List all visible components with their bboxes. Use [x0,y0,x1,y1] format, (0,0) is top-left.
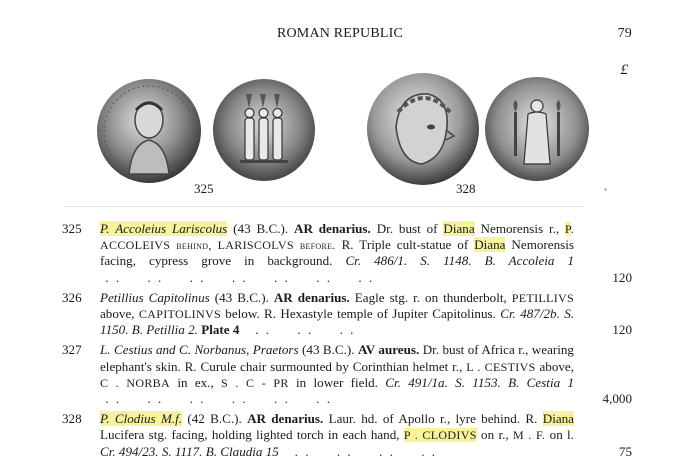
entry-description: above, [100,306,135,322]
highlight-diana: Diana [542,411,574,427]
entry-denomination: AR denarius. [247,411,324,427]
highlight-diana: Diana [474,237,506,253]
entry-description: Nemorensis facing, cypress grove in background. [100,237,574,269]
entry-price: 120 [612,322,632,338]
entry-number: 326 [62,289,82,305]
entry-description: on r., [481,427,509,443]
entry-issuer: Petillius Capitolinus [100,289,210,305]
entry-references: Cr. 494/23. S. 1117. B. Claudia 15 [100,443,279,459]
entry-legend: PETILLIVS [511,290,575,305]
entry-description: Nemorensis r., [480,221,560,236]
leader-dots: . . . . . . . . . . . . . . [100,269,375,285]
entry-issuer: L. Cestius and C. Norbanus, Praetors [100,342,299,358]
entry-date: (43 B.C.). [214,289,269,305]
leader-dots: . . . . . . . . [278,443,438,459]
catalogue-entry-325 [62,221,632,286]
highlight-legend-p: P [565,222,571,236]
page-header-title: ROMAN REPUBLIC [276,26,404,41]
entry-number: 327 [62,342,82,358]
highlight-legend-clodius: P . CLODIVS [403,428,477,443]
page-number: 79 [617,26,632,41]
coin-325-reverse-image [212,78,316,182]
entry-price: 75 [618,443,632,459]
entry-price: 120 [612,269,632,285]
entry-number: 328 [62,411,82,427]
leader-dots: . . . . . . [239,322,356,338]
coin-328-reverse-image [484,76,590,182]
entry-denomination: AR denarius. [273,289,350,305]
entry-price: 4,000 [602,391,632,407]
coin-325-obverse-image [96,78,202,184]
entry-description: above, [539,358,575,374]
catalogue-entry-327 [62,342,632,407]
plate-reference: Plate 4 [201,322,240,338]
entry-date: (43 B.C.). [233,221,289,236]
entry-issuer: P. Clodius M.f. [100,411,183,427]
catalogue-entries [62,221,632,464]
entry-denomination: AV aureus. [358,342,420,358]
currency-symbol: £ [620,62,628,78]
catalogue-entry-326 [62,290,632,339]
entry-denomination: AR denarius. [294,221,371,236]
margin-mark [604,188,607,191]
highlight-diana: Diana [443,221,475,236]
entry-legend: CAPITOLINVS [138,307,221,322]
entry-legend: L . CESTIVS [466,359,536,374]
entry-description: Dr. bust of [376,221,438,236]
entry-description: in lower field. [296,374,378,390]
entry-description: Eagle stg. r. on thunderbolt, [354,289,507,305]
entry-references: Cr. 486/1. S. 1148. B. Accoleia 1 [345,253,575,269]
entry-description: Dr. bust of Africa r., wearing elephant's skin. R. Curule chair surmounted by Corinthian helmet r., [100,342,574,374]
leader-dots: . . . . . . . . . . . . [100,391,333,407]
section-divider [64,206,584,207]
entry-issuer: P. Accoleius Lariscolus [100,221,228,236]
entry-references: Cr. 487/2b. S. 1150. B. Petillia 2. [100,306,575,338]
coin-325-label: 325 [194,181,214,196]
entry-description: R. Triple cult-statue of [341,237,469,253]
entry-date: (43 B.C.). [302,342,355,358]
entry-legend: S . C - PR [221,375,289,390]
entry-description: Laur. hd. of Apollo r., lyre behind. R. [328,411,538,427]
entry-references: Cr. 491/1a. S. 1153. B. Cestia 1 [385,374,574,390]
coin-328-label: 328 [456,181,476,196]
coin-328-obverse-image [366,72,480,186]
entry-legend: M . F. [512,428,546,443]
coin-photographs [0,70,680,200]
entry-description: on l. [549,427,574,443]
entry-date: (42 B.C.). [187,411,242,427]
entry-legend: C . NORBA [100,375,171,390]
entry-description: in ex., [177,374,214,390]
catalogue-entry-328 [62,411,632,460]
entry-legend: . ACCOLEIVS behind, LARISCOLVS before. [100,222,575,253]
entry-number: 325 [62,221,82,236]
entry-description: below. R. Hexastyle temple of Jupiter Capitolinus. [225,306,496,322]
entry-description: Lucifera stg. facing, holding lighted torch in each hand, [100,427,400,443]
